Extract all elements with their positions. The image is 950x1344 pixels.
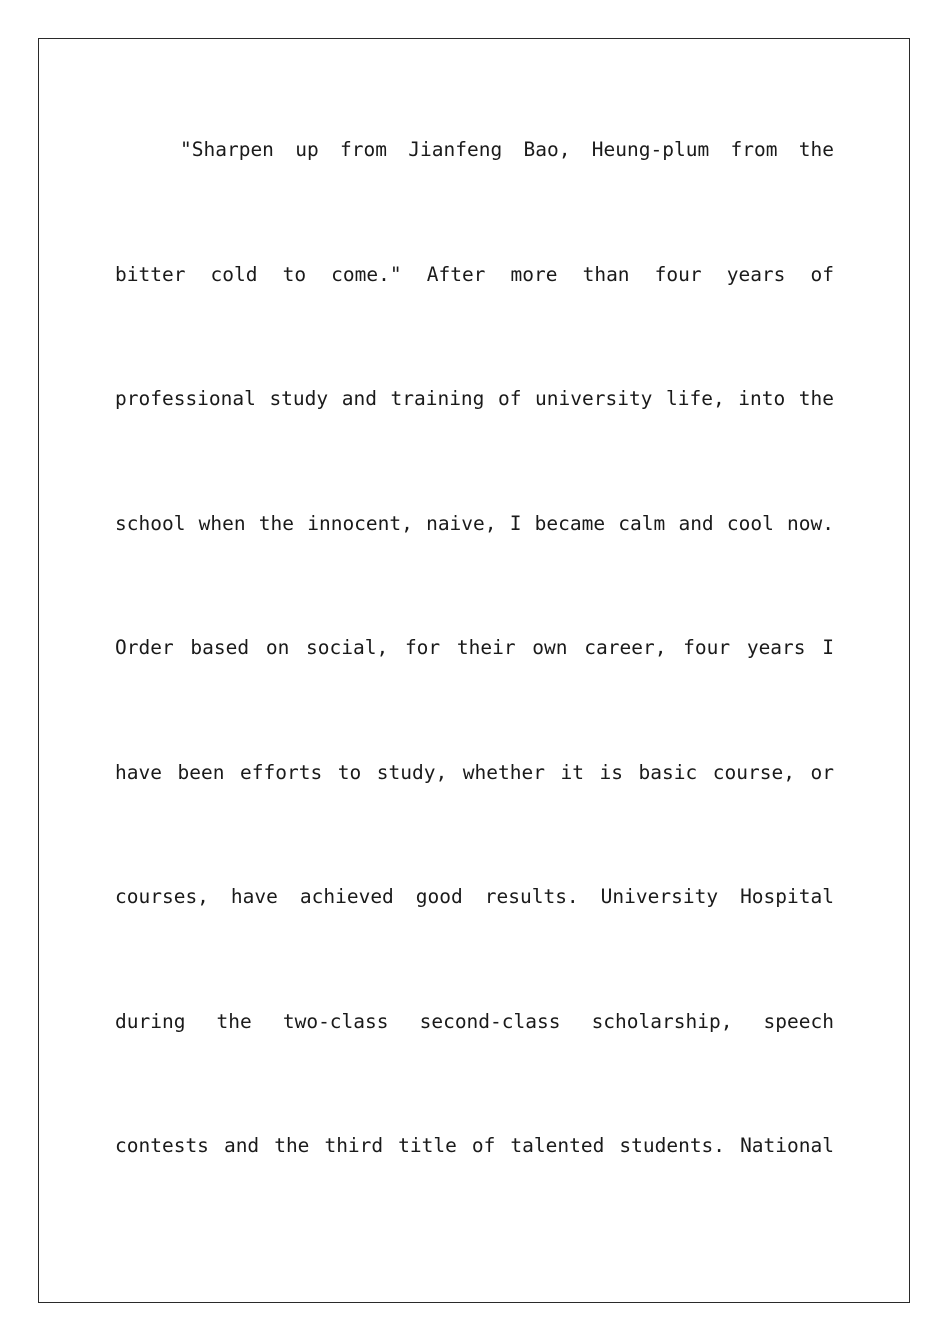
text-line: bitter cold to come." After more than four years of	[115, 262, 834, 286]
text-line: "Sharpen up from Jianfeng Bao, Heung-plum from the	[180, 138, 834, 161]
text-line: courses, have achieved good results. University Hospital	[115, 885, 834, 908]
body-paragraph	[115, 126, 834, 1247]
text-line: school when the innocent, naive, I became calm and cool now.	[115, 511, 834, 535]
text-line: Order based on social, for their own career, four years I	[115, 636, 834, 659]
text-line: contests and the third title of talented students. National	[115, 1134, 834, 1157]
text-line: professional study and training of university life, into the	[115, 387, 834, 410]
text-line: have been efforts to study, whether it is basic course, or	[115, 760, 834, 784]
text-line: during the two-class second-class scholarship, speech	[115, 1009, 834, 1033]
